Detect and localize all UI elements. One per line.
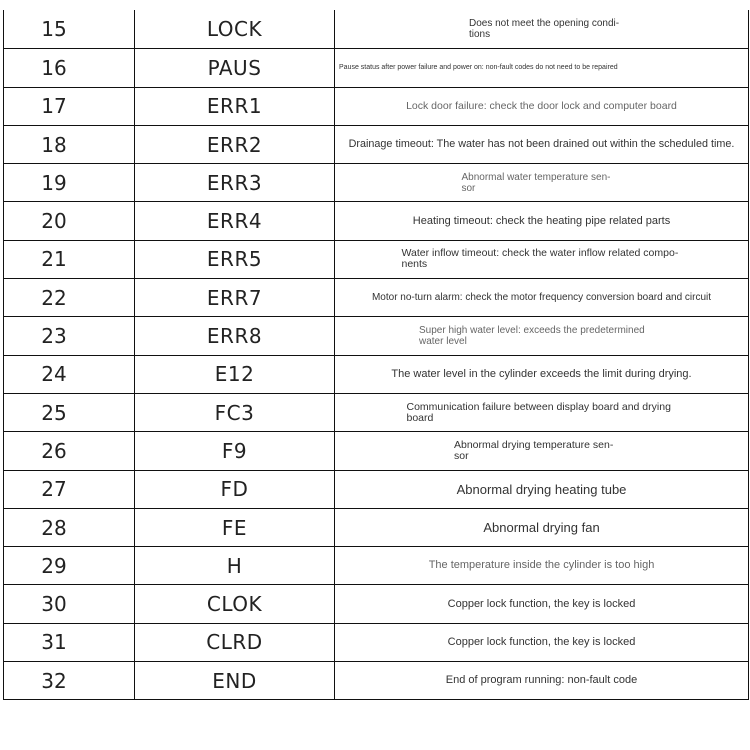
- description-text: Abnormal drying heating tube: [456, 481, 627, 497]
- table-row: [4, 316, 748, 354]
- description-text: Pause status after power failure and power on: non-fault codes do not need to be repaired: [339, 64, 618, 72]
- table-row: [4, 431, 748, 469]
- error-code: F9: [135, 432, 335, 469]
- table-row: [4, 87, 748, 125]
- description-text: Communication failure between display board and drying board: [406, 400, 671, 424]
- error-description: [335, 279, 748, 316]
- description-text: Motor no-turn alarm: check the motor frequency conversion board and circuit: [371, 292, 712, 304]
- row-number: 26: [4, 432, 135, 469]
- row-number: 31: [4, 624, 135, 661]
- table-row: [4, 546, 748, 584]
- row-number: 17: [4, 88, 135, 125]
- description-text: Lock door failure: check the door lock and computer board: [406, 99, 677, 112]
- error-code: ERR2: [135, 126, 335, 163]
- error-description: [335, 241, 748, 278]
- table-row: [4, 508, 748, 546]
- error-description: [335, 356, 748, 393]
- error-description: [335, 509, 748, 546]
- error-code: PAUS: [135, 49, 335, 86]
- table-row: [4, 393, 748, 431]
- description-text: Abnormal drying temperature sen- sor: [454, 438, 614, 462]
- description-text: Heating timeout: check the heating pipe related parts: [412, 214, 671, 227]
- row-number: 21: [4, 241, 135, 278]
- table-row: [4, 584, 748, 622]
- row-number: 30: [4, 585, 135, 622]
- table-row: [4, 125, 748, 163]
- error-code-table: [3, 10, 749, 700]
- error-description: [335, 471, 748, 508]
- error-description: [335, 585, 748, 622]
- error-code: E12: [135, 356, 335, 393]
- description-text: The water level in the cylinder exceeds the limit during drying.: [391, 367, 692, 380]
- row-number: 20: [4, 202, 135, 239]
- error-code: ERR8: [135, 317, 335, 354]
- row-number: 15: [4, 10, 135, 48]
- error-description: [335, 394, 748, 431]
- table-row: [4, 201, 748, 239]
- description-text: Abnormal water temperature sen- sor: [461, 171, 611, 194]
- error-code: H: [135, 547, 335, 584]
- error-description: [335, 88, 748, 125]
- table-row: [4, 240, 748, 278]
- description-text: Copper lock function, the key is locked: [447, 635, 636, 648]
- error-code: CLOK: [135, 585, 335, 622]
- error-code: FD: [135, 471, 335, 508]
- error-description: [335, 126, 748, 163]
- error-description: [335, 432, 748, 469]
- error-description: [335, 10, 748, 48]
- description-text: Water inflow timeout: check the water inflow related compo- nents: [401, 247, 679, 271]
- error-description: [335, 547, 748, 584]
- row-number: 28: [4, 509, 135, 546]
- error-code: FC3: [135, 394, 335, 431]
- row-number: 18: [4, 126, 135, 163]
- error-description: [335, 624, 748, 661]
- error-code: ERR7: [135, 279, 335, 316]
- table-row: [4, 10, 748, 48]
- row-number: 29: [4, 547, 135, 584]
- error-description: [335, 317, 748, 354]
- row-number: 23: [4, 317, 135, 354]
- row-number: 27: [4, 471, 135, 508]
- description-text: End of program running: non-fault code: [445, 674, 638, 687]
- table-row: [4, 163, 748, 201]
- table-row: [4, 470, 748, 508]
- error-code: ERR4: [135, 202, 335, 239]
- error-code: END: [135, 662, 335, 699]
- error-code: ERR3: [135, 164, 335, 201]
- row-number: 22: [4, 279, 135, 316]
- error-code: LOCK: [135, 10, 335, 48]
- description-text: Super high water level: exceeds the predetermined water level: [419, 325, 645, 348]
- table-row: [4, 661, 748, 699]
- row-number: 32: [4, 662, 135, 699]
- table-row: [4, 355, 748, 393]
- error-code: ERR5: [135, 241, 335, 278]
- error-code: ERR1: [135, 88, 335, 125]
- table-row: [4, 623, 748, 661]
- table-row: [4, 278, 748, 316]
- row-number: 16: [4, 49, 135, 86]
- table-row: [4, 48, 748, 86]
- error-code: FE: [135, 509, 335, 546]
- description-text: Abnormal drying fan: [483, 520, 600, 535]
- description-text: Does not meet the opening condi- tions: [469, 18, 620, 41]
- error-description: [335, 662, 748, 699]
- error-description: [335, 49, 748, 86]
- description-text: Drainage timeout: The water has not been drained out within the scheduled time.: [348, 138, 735, 151]
- error-description: [335, 202, 748, 239]
- description-text: Copper lock function, the key is locked: [447, 597, 636, 610]
- error-description: [335, 164, 748, 201]
- row-number: 24: [4, 356, 135, 393]
- row-number: 25: [4, 394, 135, 431]
- row-number: 19: [4, 164, 135, 201]
- error-code: CLRD: [135, 624, 335, 661]
- description-text: The temperature inside the cylinder is too high: [428, 559, 655, 572]
